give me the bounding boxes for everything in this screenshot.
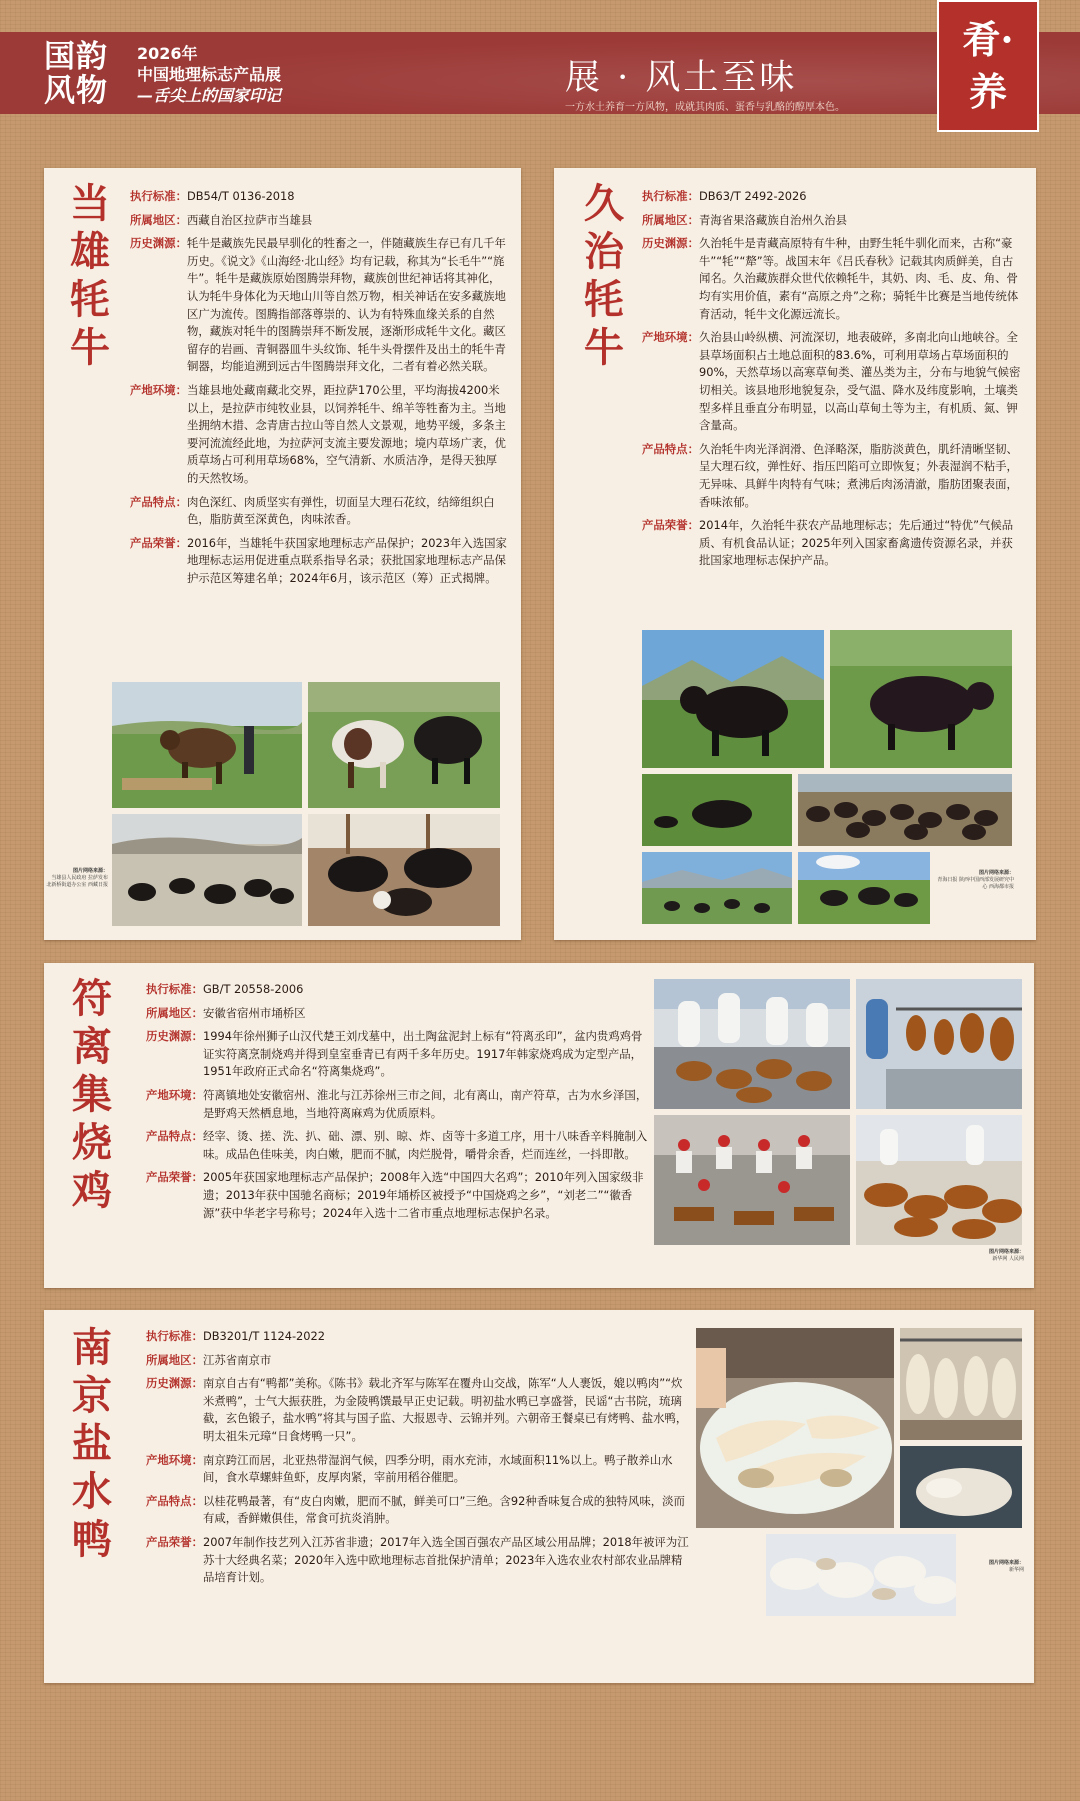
product-name-char: 符 [72, 975, 112, 1022]
product-card-dangxiong-yak [44, 168, 521, 940]
field-value: 1994年徐州狮子山汉代楚王刘戊墓中，出土陶盆泥封上标有“符离丞印”，盆内贵鸡鸡骨证实符离烹制烧鸡并得到皇室垂青已有两千多年历史。1917年韩家烧鸡成为定型产品，1951年政府正式命名“符离集烧鸡”。 [202, 1029, 643, 1079]
product-name [576, 180, 632, 372]
photo-credit-title: 图片网络来源： [978, 870, 1014, 876]
field-value: 2005年获国家地理标志产品保护；2008年入选“中国四大名鸡”；2010年列入国家级非遗；2013年获中国驰名商标；2019年埇桥区被授予“中国烧鸡之乡”，“刘老二”“徽香源”获中华老字号称号；2024年入选十二省市重点地理标志保护名录。 [202, 1170, 644, 1220]
badge-line-2: 养 [968, 69, 1007, 114]
product-name-char: 盐 [72, 1420, 112, 1467]
field-value: 安徽省宿州市埇桥区 [202, 1005, 306, 1020]
product-name [62, 180, 118, 372]
product-name-char: 牛 [70, 324, 110, 371]
photo-credit-text: 新华网 人民网 [992, 1256, 1024, 1262]
product-card-nanjing-salted-duck [44, 1310, 1034, 1683]
field-label: 执行标准： [146, 1329, 203, 1343]
field-history [642, 235, 1022, 323]
photo-sliced-duck [696, 1328, 894, 1528]
page-header [0, 32, 1080, 114]
product-fields [130, 188, 508, 593]
badge-line-1: 肴· [962, 17, 1014, 62]
photo-yak-herd-large [798, 774, 1012, 846]
field-history [130, 235, 508, 376]
field-value: 南京自古有“鸭都”美称。《陈书》载北齐军与陈军在覆舟山交战，陈军“人人裹饭，媲以鸭肉”“炊米煮鸭”，士气大振获胜，为金陵鸭馔最早正史记载。明初盐水鸭已享盛誉，民谣“古书院，琉璃截，玄色锻子，盐水鸭”将其与国子监、大报恩寺、云锦并列。六朝帝王餐桌已有烤鸭、盐水鸭，明太祖朱元璋“日食烤鸭一只”。 [202, 1376, 688, 1443]
field-features [130, 494, 508, 529]
photo-yak-clouds [798, 852, 930, 924]
logo-line-2: 风物 [44, 73, 108, 109]
field-region [130, 212, 508, 230]
product-fields [642, 188, 1022, 576]
field-value: 久治牦牛肉光泽润滑、色泽略深，脂肪淡黄色，肌纤清晰坚韧、呈大理石纹，弹性好、指压凹陷可立即恢复；外表湿润不粘手，无异味、具鲜牛肉特有气味；煮沸后肉汤清澈，脂肪团聚表面，香味浓郁。 [698, 441, 1018, 509]
field-value: 久治县山岭纵横、河流深切，地表破碎，多南北向山地峡谷。全县草场面积占土地总面积的83.6%，可利用草场占草场面积的90%，天然草场以高寒草甸类、灌丛类为主，分布与地貌气候密切相关。该县地形地貌复杂，受气温、降水及纬度影响，土壤类型多样且垂直分布明显，以高山草甸土等为主，有机质、氮、钾含量高。 [698, 330, 1021, 433]
field-region [146, 1005, 650, 1023]
product-name-char: 牦 [70, 276, 110, 323]
field-label: 产品特点： [146, 1129, 203, 1144]
field-label: 执行标准： [642, 189, 699, 203]
field-honors [642, 517, 1022, 570]
expo-info [137, 43, 281, 106]
photo-credit-text: 新华网 [1008, 1567, 1024, 1573]
field-value: 2016年，当雄牦牛获国家地理标志产品保护；2023年入选国家地理标志运用促进重点联系指导名录；获批国家地理标志产品保护示范区筹建名单；2024年6月，该示范区（筹）正式揭牌。 [186, 535, 507, 585]
field-label: 产地环境： [130, 382, 187, 397]
field-region [642, 212, 1022, 230]
field-label: 产地环境： [146, 1452, 203, 1467]
product-card-jiuzhi-yak [554, 168, 1036, 940]
field-value: 以桂花鸭最著，有“皮白肉嫩，肥而不腻，鲜美可口”三绝。含92种香味复合成的独特风味，淡而有咸，香鲜嫩俱佳，常食可抗炎消肿。 [202, 1493, 685, 1526]
field-history [146, 1375, 690, 1445]
field-standard [146, 981, 650, 999]
field-value: 青海省果洛藏族自治州久治县 [698, 212, 848, 227]
field-features [642, 441, 1022, 511]
field-label: 历史渊源： [642, 236, 699, 251]
field-label: 执行标准： [130, 189, 187, 203]
field-label: 产地环境： [642, 330, 699, 345]
photo-workers-table [654, 979, 850, 1109]
section-title: 展 · 风土至味 [565, 58, 798, 98]
field-label: 历史渊源： [130, 236, 187, 251]
field-label: 产品特点： [642, 441, 699, 456]
product-name-char: 京 [72, 1372, 112, 1419]
product-name-char: 离 [72, 1023, 112, 1070]
field-label: 产品荣誉： [130, 535, 187, 550]
photo-credit-title: 图片网络来源： [988, 1560, 1024, 1566]
photo-credit-title: 图片网络来源： [72, 868, 108, 874]
photo-yak-barn [308, 814, 500, 926]
field-label: 所属地区： [146, 1352, 203, 1367]
field-standard [130, 188, 508, 206]
photo-credit [960, 1560, 1024, 1574]
expo-name: 中国地理标志产品展 [137, 65, 282, 84]
field-label: 产品特点： [146, 1493, 203, 1508]
field-environment [146, 1087, 650, 1122]
product-fields [146, 1328, 690, 1593]
product-name-char: 鸭 [72, 1516, 112, 1563]
product-name-char: 集 [72, 1071, 112, 1118]
field-region [146, 1352, 690, 1370]
field-value: 2014年，久治牦牛获农产品地理标志；先后通过“特优”气候品质、有机食品认证；2025年列入国家畜禽遗传资源名录，并获批国家地理标志保护产品。 [698, 518, 1014, 568]
product-name-char: 鸡 [72, 1167, 112, 1214]
photo-workers-red-caps [654, 1115, 850, 1245]
product-name [64, 975, 120, 1215]
product-name-char: 治 [584, 228, 624, 275]
field-honors [146, 1169, 650, 1222]
field-environment [130, 382, 508, 488]
field-label: 产地环境： [146, 1087, 203, 1102]
field-features [146, 1493, 690, 1528]
field-standard [642, 188, 1022, 206]
field-label: 所属地区： [146, 1005, 203, 1020]
logo-line-1: 国韵 [44, 39, 108, 75]
product-name-char: 雄 [70, 228, 110, 275]
field-environment [642, 329, 1022, 435]
field-environment [146, 1452, 690, 1487]
field-value: GB/T 20558-2006 [202, 982, 304, 996]
field-honors [130, 535, 508, 588]
photo-credit-text: 青海日报 陕西中国西部发展研究中心 西海都市报 [937, 877, 1014, 890]
field-label: 产品特点： [130, 494, 187, 509]
field-value: 符离镇地处安徽宿州、淮北与江苏徐州三市之间，北有离山，南产符草，古为水乡泽国，是野鸡天然栖息地，当地符离麻鸡为优质原料。 [202, 1087, 648, 1120]
photo-hanging-ducks [900, 1328, 1022, 1440]
product-fields [146, 981, 650, 1228]
expo-year: 2026年 [137, 44, 198, 63]
field-label: 产品荣誉： [146, 1170, 203, 1185]
field-honors [146, 1534, 690, 1587]
photo-yak-lake [642, 852, 792, 924]
photo-credit [46, 868, 108, 889]
field-value: 牦牛是藏族先民最早驯化的牲畜之一，伴随藏族生存已有几千年历史。《说文》《山海经·北山经》均有记载，称其为“长毛牛”“旄牛”。牦牛是藏族原始图腾崇拜物，藏族创世纪神话将其神化，认为牦牛身体化为天地山川等自然万物，相关神话在安多藏族地区广为流传。图腾指部落尊崇的、认为有特殊血缘关系的自然物，藏族对牦牛的图腾崇拜不断发展，逐渐形成牦牛文化。藏区留存的岩画、青铜器皿牛头纹饰、牦牛头骨摆件及出土的牦牛青铜器，均能追溯到远古牛图腾崇拜文化，二者有着必然关联。 [186, 236, 506, 374]
product-name-char: 水 [72, 1468, 112, 1515]
product-name [64, 1324, 120, 1564]
section-subtitle: 一方水土养育一方风物，成就其肉质、蛋香与乳酪的醇厚本色。 [565, 102, 845, 113]
field-value: DB3201/T 1124-2022 [202, 1329, 326, 1343]
field-label: 历史渊源： [146, 1029, 203, 1044]
field-label: 产品荣誉： [642, 518, 699, 533]
field-value: 2007年制作技艺列入江苏省非遗；2017年入选全国百强农产品区域公用品牌；2018年被评为江苏十大经典名菜；2020年入选中欧地理标志首批保护清单；2023年入选农业农村部农业品牌精品培育计划。 [202, 1534, 689, 1585]
field-label: 历史渊源： [146, 1376, 203, 1391]
photo-yak-herd-plain [112, 814, 302, 926]
product-name-char: 牦 [584, 276, 624, 323]
field-label: 执行标准： [146, 982, 203, 996]
field-value: 经宰、烫、搓、洗、扒、础、漂、别、晾、炸、卤等十多道工序，用十八味香辛料腌制入味。成品色佳味美，肉白嫩，肥而不腻，肉烂脱骨，嚼骨余香，烂而连丝，一抖即散。 [202, 1129, 648, 1161]
field-value: 肉色深红、肉质坚实有弹性，切面呈大理石花纹，结缔组织白色，脂肪黄至深黄色，肉味浓香。 [186, 494, 495, 527]
product-card-fuliji-chicken [44, 963, 1034, 1288]
field-features [146, 1128, 650, 1163]
photo-credit-title: 图片网络来源： [988, 1249, 1024, 1255]
photo-credit-text: 当雄县人民政府 拉萨发布 北新桥街道办公室 西藏日报 [46, 875, 108, 888]
photo-duck-pieces [766, 1534, 956, 1616]
category-badge [937, 0, 1039, 132]
photo-yak-grassland [830, 630, 1012, 768]
field-value: 西藏自治区拉萨市当雄县 [186, 212, 313, 227]
photo-credit [944, 1249, 1024, 1263]
field-standard [146, 1328, 690, 1346]
photo-yak-field [642, 774, 792, 846]
expo-theme: —舌尖上的国家印记 [137, 86, 282, 105]
field-value: DB63/T 2492-2026 [698, 189, 807, 203]
photo-roast-chicken-pile [856, 1115, 1022, 1245]
field-label: 产品荣誉： [146, 1534, 203, 1549]
product-name-char: 南 [72, 1324, 112, 1371]
exhibition-logo [44, 40, 124, 108]
field-value: DB54/T 0136-2018 [186, 189, 295, 203]
field-value: 江苏省南京市 [202, 1352, 272, 1367]
field-value: 南京跨江而居，北亚热带湿润气候，四季分明，雨水充沛，水域面积11%以上。鸭子散养山水间，食水草螺蚌鱼虾，皮厚肉紧，宰前用稻谷催肥。 [202, 1452, 673, 1485]
photo-credit [934, 870, 1014, 891]
field-history [146, 1028, 650, 1081]
field-label: 所属地区： [642, 212, 699, 227]
photo-yak-herder [112, 682, 302, 808]
product-name-char: 烧 [72, 1119, 112, 1166]
field-value: 久治牦牛是青藏高原特有牛种，由野生牦牛驯化而来，古称“豪牛”“牦”“犛”等。战国末年《吕氏春秋》记载其肉质鲜美，自古闻名。久治藏族群众世代依赖牦牛，其奶、肉、毛、皮、角、骨均有实用价值，素有“高原之舟”之称；骑牦牛比赛是当地传统体育活动，牦牛文化源远流长。 [698, 236, 1019, 321]
field-label: 所属地区： [130, 212, 187, 227]
product-name-char: 牛 [584, 324, 624, 371]
photo-yak-mountain [642, 630, 824, 768]
photo-production-line [856, 979, 1022, 1109]
photo-two-yaks [308, 682, 500, 808]
field-value: 当雄县地处藏南藏北交界，距拉萨170公里，平均海拔4200米以上，是拉萨市纯牧业县，以饲养牦牛、绵羊等牲畜为主。当地坐拥纳木措、念青唐古拉山等自然人文景观，地势平缓，多条主要河流流经此地，为拉萨河支流主要发源地；境内草场广袤，优质草场占可利用草场68%，空气清新、水质洁净，是得天独厚的天然牧场。 [186, 382, 506, 485]
photo-whole-duck [900, 1446, 1022, 1528]
product-name-char: 当 [70, 180, 110, 227]
product-name-char: 久 [584, 180, 624, 227]
